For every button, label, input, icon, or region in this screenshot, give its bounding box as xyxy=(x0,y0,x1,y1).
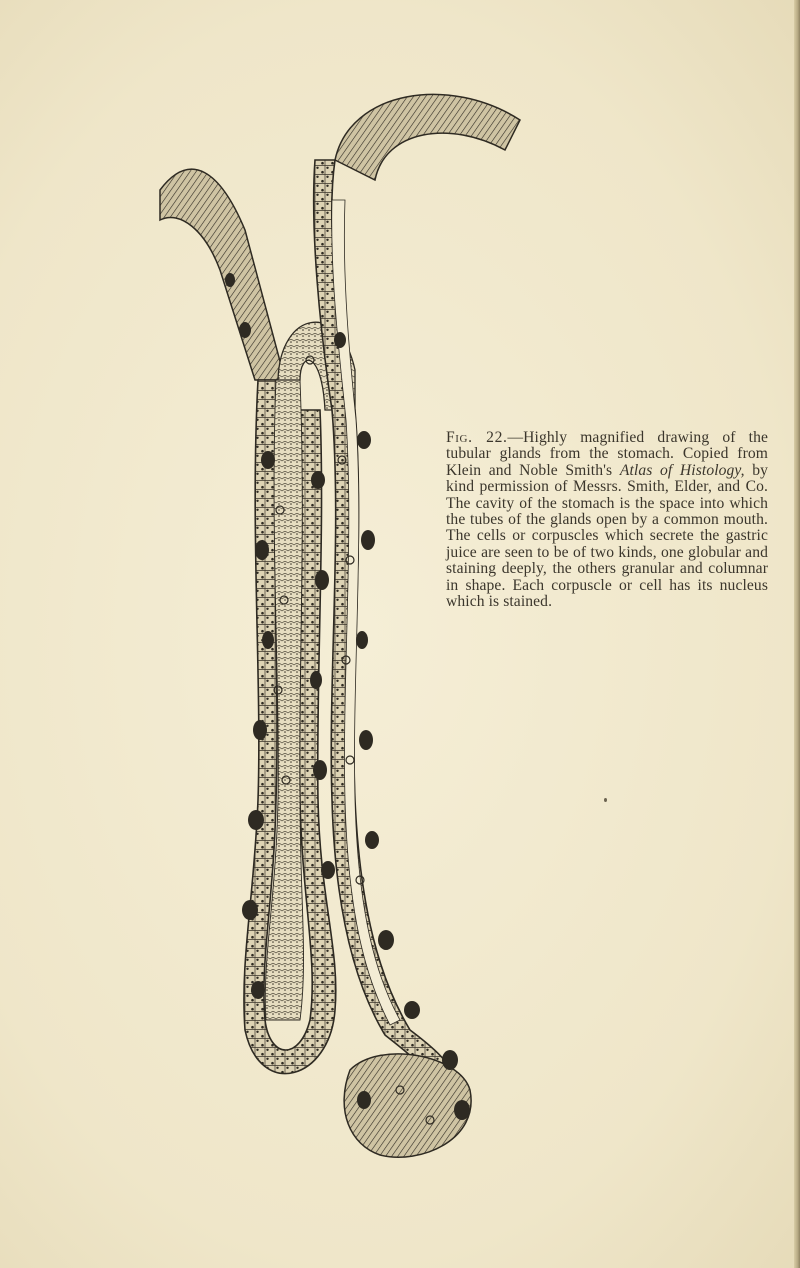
caption-text-part-2: by kind permission of Messrs. Smith, Elder, and Co. The cavity of the stomach is the space into which the tubes of the glands open by a common mouth. The cells or corpuscles which secrete the gastric juice are seen to be of two kinds, one globular and staining deeply, the others granular and columnar in shape. Each corpuscle or cell has its nucleus which is stained. xyxy=(446,461,769,611)
gland-drawing xyxy=(150,80,540,1170)
figure-caption xyxy=(446,430,768,610)
caption-text-part-1: —Highly magnified drawing of the tubular glands from the stomach. Copied from Klein and Noble Smith's xyxy=(446,429,768,479)
book-title: Atlas of Histology, xyxy=(619,461,745,479)
paper-speck xyxy=(604,798,607,802)
page-edge xyxy=(794,0,800,1268)
figure-number: Fig. 22. xyxy=(446,429,508,446)
gastric-gland-illustration xyxy=(150,80,540,1170)
